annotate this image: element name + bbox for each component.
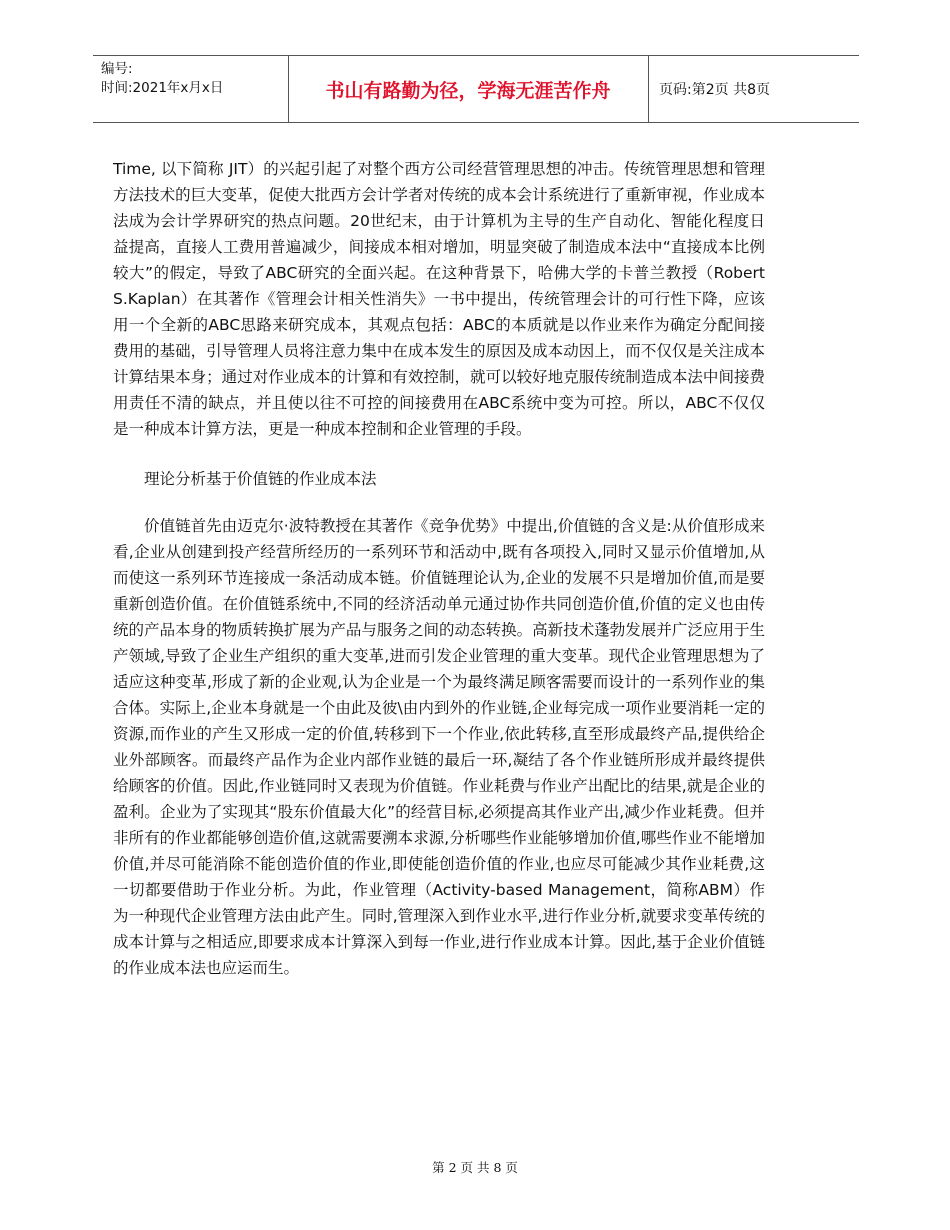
document-body	[113, 156, 765, 981]
body-paragraph-2: 价值链首先由迈克尔·波特教授在其著作《竞争优势》中提出,价值链的含义是:从价值形成来看,企业从创建到投产经营所经历的一系列环节和活动中,既有各项投入,同时又显示价值增加,从而使这一系列环节连接成一条活动成本链。价值链理论认为,企业的发展不只是增加价值,而是要重新创造价值。在价值链系统中,不同的经济活动单元通过协作共同创造价值,价值的定义也由传统的产品本身的物质转换扩展为产品与服务之间的动态转换。高新技术蓬勃发展并广泛应用于生产领域,导致了企业生产组织的重大变革,进而引发企业管理的重大变革。现代企业管理思想为了适应这种变革,形成了新的企业观,认为企业是一个为最终满足顾客需要而设计的一系列作业的集合体。实际上,企业本身就是一个由此及彼\由内到外的作业链,企业每完成一项作业要消耗一定的资源,而作业的产生又形成一定的价值,转移到下一个作业,依此转移,直至形成最终产品,提供给企业外部顾客。而最终产品作为企业内部作业链的最后一环,凝结了各个作业链所形成并最终提供给顾客的价值。因此,作业链同时又表现为价值链。作业耗费与作业产出配比的结果,就是企业的盈利。企业为了实现其“股东价值最大化”的经营目标,必须提高其作业产出,减少作业耗费。但并非所有的作业都能够创造价值,这就需要溯本求源,分析哪些作业能够增加价值,哪些作业不能增加价值,并尽可能消除不能创造价值的作业,即使能创造价值的作业,也应尽可能减少其作业耗费,这一切都要借助于作业分析。为此，作业管理（Activity-based Management，简称ABM）作为一种现代企业管理方法由此产生。同时,管理深入到作业水平,进行作业分析,就要求变革传统的成本计算与之相适应,即要求成本计算深入到每一作业,进行作业成本计算。因此,基于企业价值链的作业成本法也应运而生。	[113, 517, 765, 977]
section-heading: 理论分析基于价值链的作业成本法	[144, 470, 377, 488]
document-time-label: 时间:2021年x月x日	[101, 80, 224, 96]
header-meta	[101, 60, 223, 98]
header-motto: 书山有路勤为径，学海无涯苦作舟	[325, 79, 611, 102]
page-footer: 第 2 页 共 8 页	[432, 1160, 518, 1175]
header-divider	[648, 56, 649, 122]
page-header	[93, 55, 859, 123]
document-number-label: 编号:	[101, 61, 133, 77]
body-paragraph-1: Time, 以下简称 JIT）的兴起引起了对整个西方公司经营管理思想的冲击。传统管理思想和管理方法技术的巨大变革，促使大批西方会计学者对传统的成本会计系统进行了重新审视，作业成本法成为会计学界研究的热点问题。20世纪末，由于计算机为主导的生产自动化、智能化程度日益提高，直接人工费用普遍减少，间接成本相对增加，明显突破了制造成本法中“直接成本比例较大”的假定，导致了ABC研究的全面兴起。在这种背景下，哈佛大学的卡普兰教授（Robert S.Kaplan）在其著作《管理会计相关性消失》一书中提出，传统管理会计的可行性下降，应该用一个全新的ABC思路来研究成本，其观点包括：ABC的本质就是以作业来作为确定分配间接费用的基础，引导管理人员将注意力集中在成本发生的原因及成本动因上，而不仅仅是关注成本计算结果本身；通过对作业成本的计算和有效控制，就可以较好地克服传统制造成本法中间接费用责任不清的缺点，并且使以往不可控的间接费用在ABC系统中变为可控。所以，ABC不仅仅是一种成本计算方法，更是一种成本控制和企业管理的手段。	[113, 160, 765, 438]
header-page-info: 页码:第2页 共8页	[659, 82, 770, 98]
